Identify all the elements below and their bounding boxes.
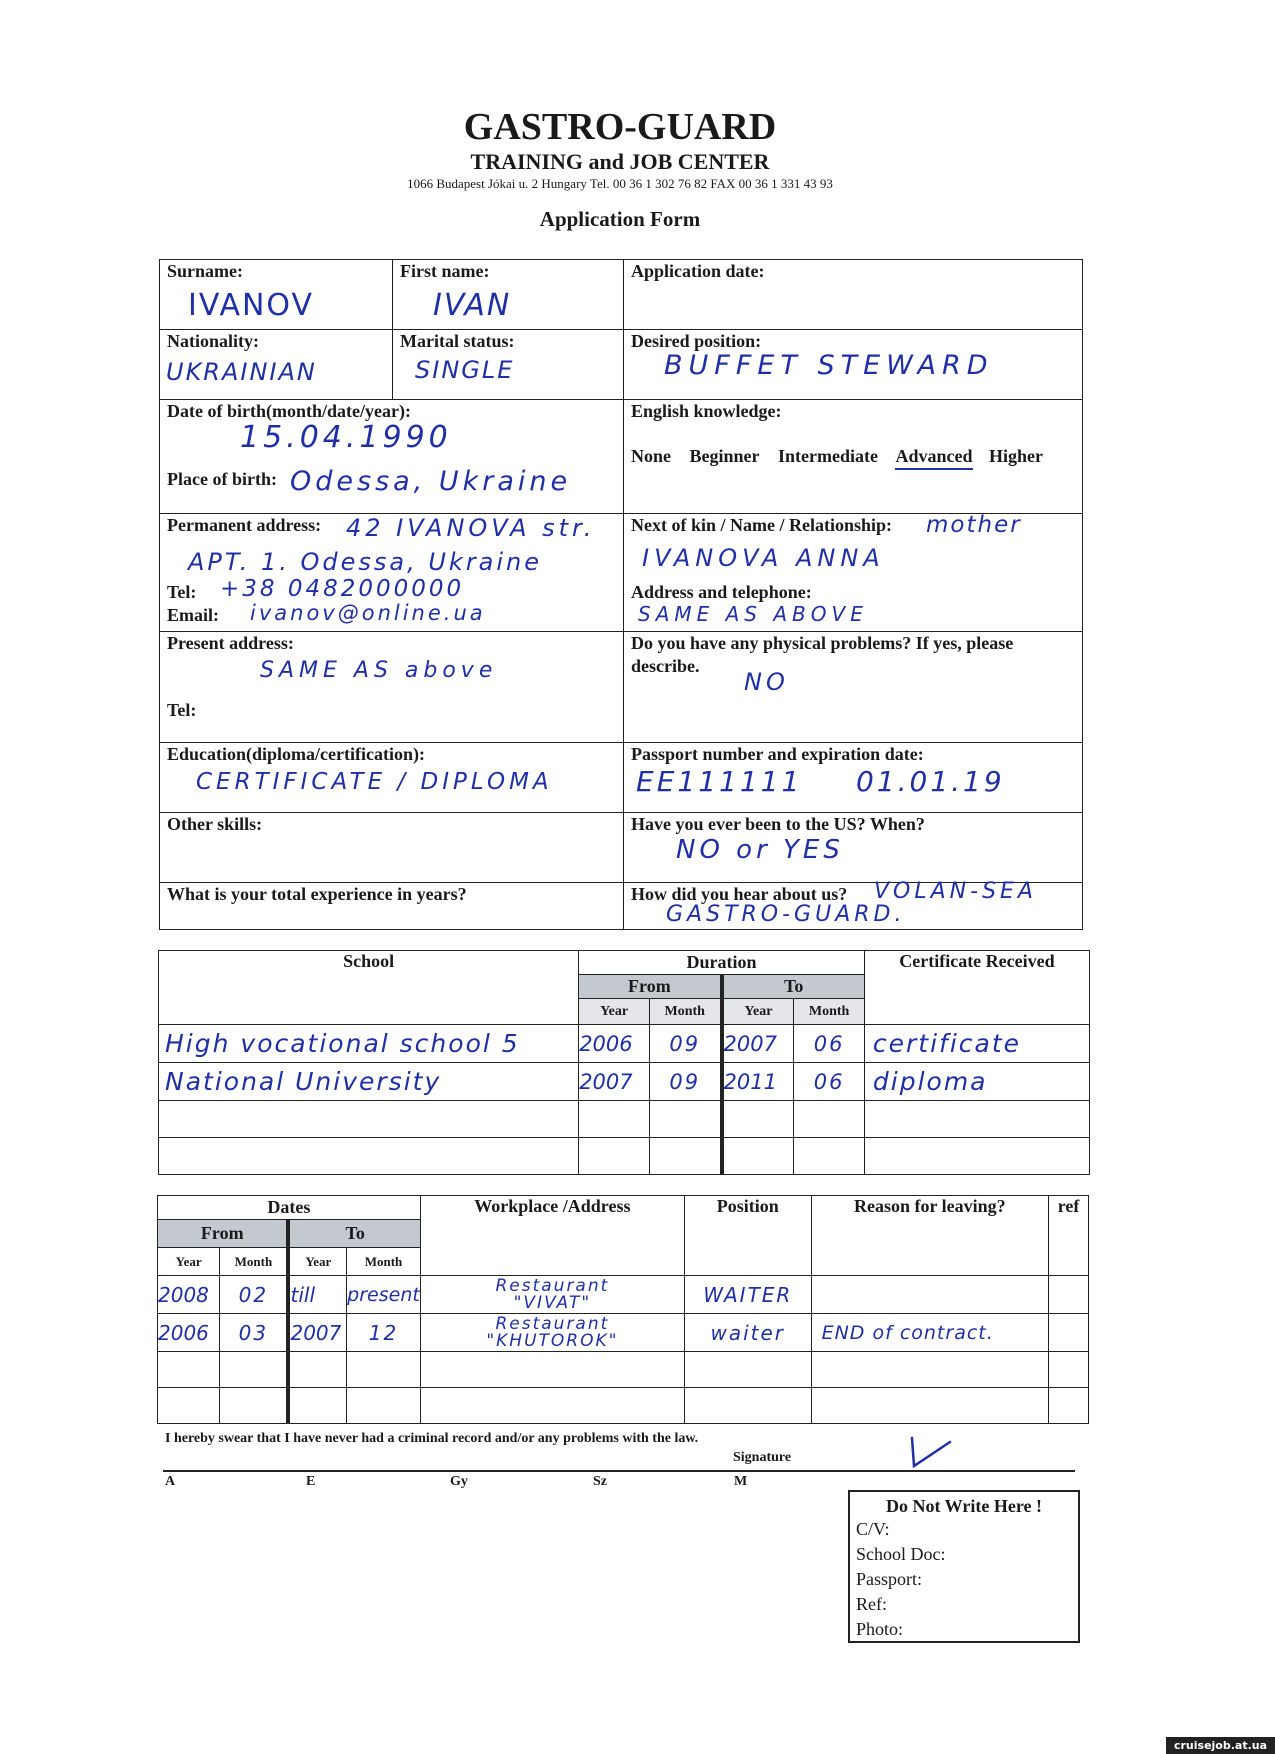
dob-value[interactable]: 15.04.1990	[240, 420, 452, 455]
present-address-label: Present address:	[167, 633, 294, 653]
marital-status-label: Marital status:	[400, 331, 515, 351]
workplace-line1[interactable]: Restaurant	[495, 1275, 610, 1296]
company-address: 1066 Budapest Jókai u. 2 Hungary Tel. 00 36 1 302 76 82 FAX 00 36 1 331 43 93	[407, 176, 833, 191]
work-from-header: From	[158, 1220, 289, 1248]
physical-problems-label-1: Do you have any physical problems? If yes, please	[631, 633, 1014, 653]
table-row	[159, 1138, 1090, 1175]
nationality-label: Nationality:	[167, 331, 259, 351]
next-of-kin-label: Next of kin / Name / Relationship:	[631, 515, 892, 535]
work-to-month-header: Month	[347, 1248, 421, 1276]
work-to-year[interactable]: till	[290, 1282, 315, 1307]
school-from-year[interactable]: 2007	[579, 1069, 633, 1094]
pob-value[interactable]: Odessa, Ukraine	[290, 466, 572, 497]
work-to-month[interactable]: 12	[368, 1320, 399, 1345]
school-name[interactable]: National University	[165, 1067, 442, 1096]
page-header	[0, 105, 1240, 232]
office-ref: Ref:	[856, 1594, 887, 1614]
school-from-year[interactable]: 2006	[579, 1031, 633, 1056]
grade-letter-gy: Gy	[450, 1474, 468, 1489]
school-from-month-header: Month	[649, 999, 721, 1025]
next-of-kin-name[interactable]: IVANOVA ANNA	[642, 544, 885, 572]
hear-about-us-line2[interactable]: GASTRO-GUARD.	[666, 902, 906, 927]
school-to-month[interactable]: 06	[813, 1031, 845, 1056]
office-use-box	[848, 1490, 1080, 1643]
desired-position-value[interactable]: BUFFET STEWARD	[664, 350, 994, 381]
pob-label: Place of birth:	[167, 469, 277, 489]
present-address-value[interactable]: SAME AS above	[260, 658, 498, 683]
application-date-label: Application date:	[631, 261, 765, 281]
table-row	[159, 1025, 1090, 1063]
workplace-line1[interactable]: Restaurant	[495, 1313, 610, 1334]
physical-problems-label-2: describe.	[631, 656, 700, 676]
table-row	[158, 1352, 1089, 1388]
english-option-beginner[interactable]: Beginner	[689, 446, 760, 466]
surname-value[interactable]: IVANOV	[188, 288, 315, 323]
dates-header: Dates	[158, 1196, 421, 1220]
office-photo: Photo:	[856, 1619, 904, 1639]
school-to-year[interactable]: 2011	[723, 1069, 777, 1094]
work-from-month[interactable]: 03	[238, 1320, 269, 1345]
us-visit-value[interactable]: NO or YES	[676, 835, 844, 865]
english-option-none[interactable]: None	[631, 446, 671, 466]
form-title: Application Form	[539, 207, 701, 231]
office-use-title: Do Not Write Here !	[886, 1496, 1042, 1516]
physical-problems-value[interactable]: NO	[744, 668, 789, 696]
school-table	[158, 950, 1090, 1175]
marital-status-value[interactable]: SINGLE	[415, 356, 515, 384]
certificate-header: Certificate Received	[864, 951, 1089, 1025]
grade-letter-m: M	[734, 1474, 748, 1489]
english-option-advanced[interactable]: Advanced	[895, 446, 972, 470]
ref-header: ref	[1049, 1196, 1089, 1276]
school-to-month-header: Month	[794, 999, 865, 1025]
kin-address-value[interactable]: SAME AS ABOVE	[638, 602, 868, 626]
school-certificate[interactable]: certificate	[872, 1029, 1022, 1058]
school-from-header: From	[579, 975, 722, 999]
office-cv: C/V:	[856, 1519, 890, 1539]
signature-line	[163, 1470, 1075, 1472]
work-reason[interactable]: END of contract.	[821, 1321, 994, 1344]
oath-text: I hereby swear that I have never had a criminal record and/or any problems with the law.	[165, 1431, 699, 1446]
us-visit-label: Have you ever been to the US? When?	[631, 814, 925, 834]
dob-label: Date of birth(month/date/year):	[167, 401, 411, 421]
table-row	[159, 1101, 1090, 1138]
english-option-intermediate[interactable]: Intermediate	[778, 446, 878, 466]
present-tel-label: Tel:	[167, 700, 197, 720]
office-school-doc: School Doc:	[856, 1544, 946, 1564]
company-subtitle: TRAINING and JOB CENTER	[470, 149, 770, 174]
email-value[interactable]: ivanov@online.ua	[250, 601, 486, 625]
signature-label: Signature	[733, 1450, 792, 1465]
reason-header: Reason for leaving?	[811, 1196, 1049, 1276]
school-to-year-header: Year	[722, 999, 794, 1025]
permanent-address-line2[interactable]: APT. 1. Odessa, Ukraine	[188, 548, 543, 576]
work-to-year-header: Year	[288, 1248, 346, 1276]
work-from-year-header: Year	[158, 1248, 220, 1276]
english-option-higher[interactable]: Higher	[989, 446, 1043, 466]
passport-number[interactable]: EE111111	[636, 765, 803, 798]
school-header: School	[159, 951, 579, 1025]
permanent-address-line1[interactable]: 42 IVANOVA str.	[346, 514, 596, 542]
workplace-line2[interactable]: "VIVAT"	[513, 1292, 592, 1313]
company-name: GASTRO-GUARD	[463, 106, 777, 148]
position-header: Position	[684, 1196, 811, 1276]
permanent-address-label: Permanent address:	[167, 515, 322, 535]
surname-label: Surname:	[167, 261, 243, 281]
school-certificate[interactable]: diploma	[872, 1067, 988, 1096]
work-position[interactable]: WAITER	[703, 1282, 793, 1307]
work-from-year[interactable]: 2008	[158, 1282, 209, 1307]
watermark: cruisejob.at.ua	[1166, 1737, 1275, 1754]
office-passport: Passport:	[856, 1569, 923, 1589]
table-row	[158, 1388, 1089, 1424]
workplace-line2[interactable]: "KHUTOROK"	[486, 1330, 619, 1351]
table-row	[158, 1276, 1089, 1314]
tel-label: Tel:	[167, 582, 197, 602]
school-to-month[interactable]: 06	[813, 1069, 845, 1094]
school-from-month[interactable]: 09	[669, 1069, 701, 1094]
school-to-year[interactable]: 2007	[723, 1031, 777, 1056]
work-from-year[interactable]: 2006	[158, 1320, 209, 1345]
first-name-label: First name:	[400, 261, 490, 281]
tel-value[interactable]: +38 0482000000	[220, 576, 465, 602]
work-table	[157, 1195, 1089, 1424]
passport-label: Passport number and expiration date:	[631, 744, 924, 764]
school-to-header: To	[722, 975, 865, 999]
school-from-year-header: Year	[579, 999, 650, 1025]
table-row	[158, 1314, 1089, 1352]
hear-about-us-label: How did you hear about us?	[631, 884, 848, 904]
grade-letter-sz: Sz	[593, 1474, 607, 1489]
kin-address-label: Address and telephone:	[631, 582, 812, 602]
work-position[interactable]: waiter	[710, 1320, 786, 1345]
first-name-value[interactable]: IVAN	[433, 288, 512, 323]
work-to-month[interactable]: present	[347, 1283, 420, 1306]
nationality-value[interactable]: UKRAINIAN	[166, 358, 317, 386]
work-from-month-header: Month	[220, 1248, 289, 1276]
experience-label: What is your total experience in years?	[167, 884, 467, 904]
hear-about-us-line1[interactable]: VOLAN-SEA	[874, 879, 1037, 904]
education-value[interactable]: CERTIFICATE / DIPLOMA	[196, 769, 553, 795]
grade-letter-e: E	[306, 1474, 316, 1489]
english-options	[631, 446, 1043, 467]
school-name[interactable]: High vocational school 5	[165, 1029, 520, 1058]
work-from-month[interactable]: 02	[238, 1282, 269, 1307]
table-row	[159, 1063, 1090, 1101]
english-label: English knowledge:	[631, 401, 782, 421]
passport-expiry[interactable]: 01.01.19	[856, 765, 1005, 798]
personal-info-table	[159, 259, 1083, 930]
other-skills-label: Other skills:	[167, 814, 263, 834]
work-to-year[interactable]: 2007	[290, 1320, 342, 1345]
school-from-month[interactable]: 09	[669, 1031, 701, 1056]
next-of-kin-relationship[interactable]: mother	[926, 512, 1022, 538]
email-label: Email:	[167, 605, 219, 625]
education-label: Education(diploma/certification):	[167, 744, 425, 764]
signature-mark[interactable]	[900, 1432, 960, 1472]
desired-position-label: Desired position:	[631, 331, 762, 351]
workplace-header: Workplace /Address	[420, 1196, 684, 1276]
work-to-header: To	[288, 1220, 420, 1248]
grade-letter-a: A	[165, 1474, 176, 1489]
duration-header: Duration	[579, 951, 865, 975]
